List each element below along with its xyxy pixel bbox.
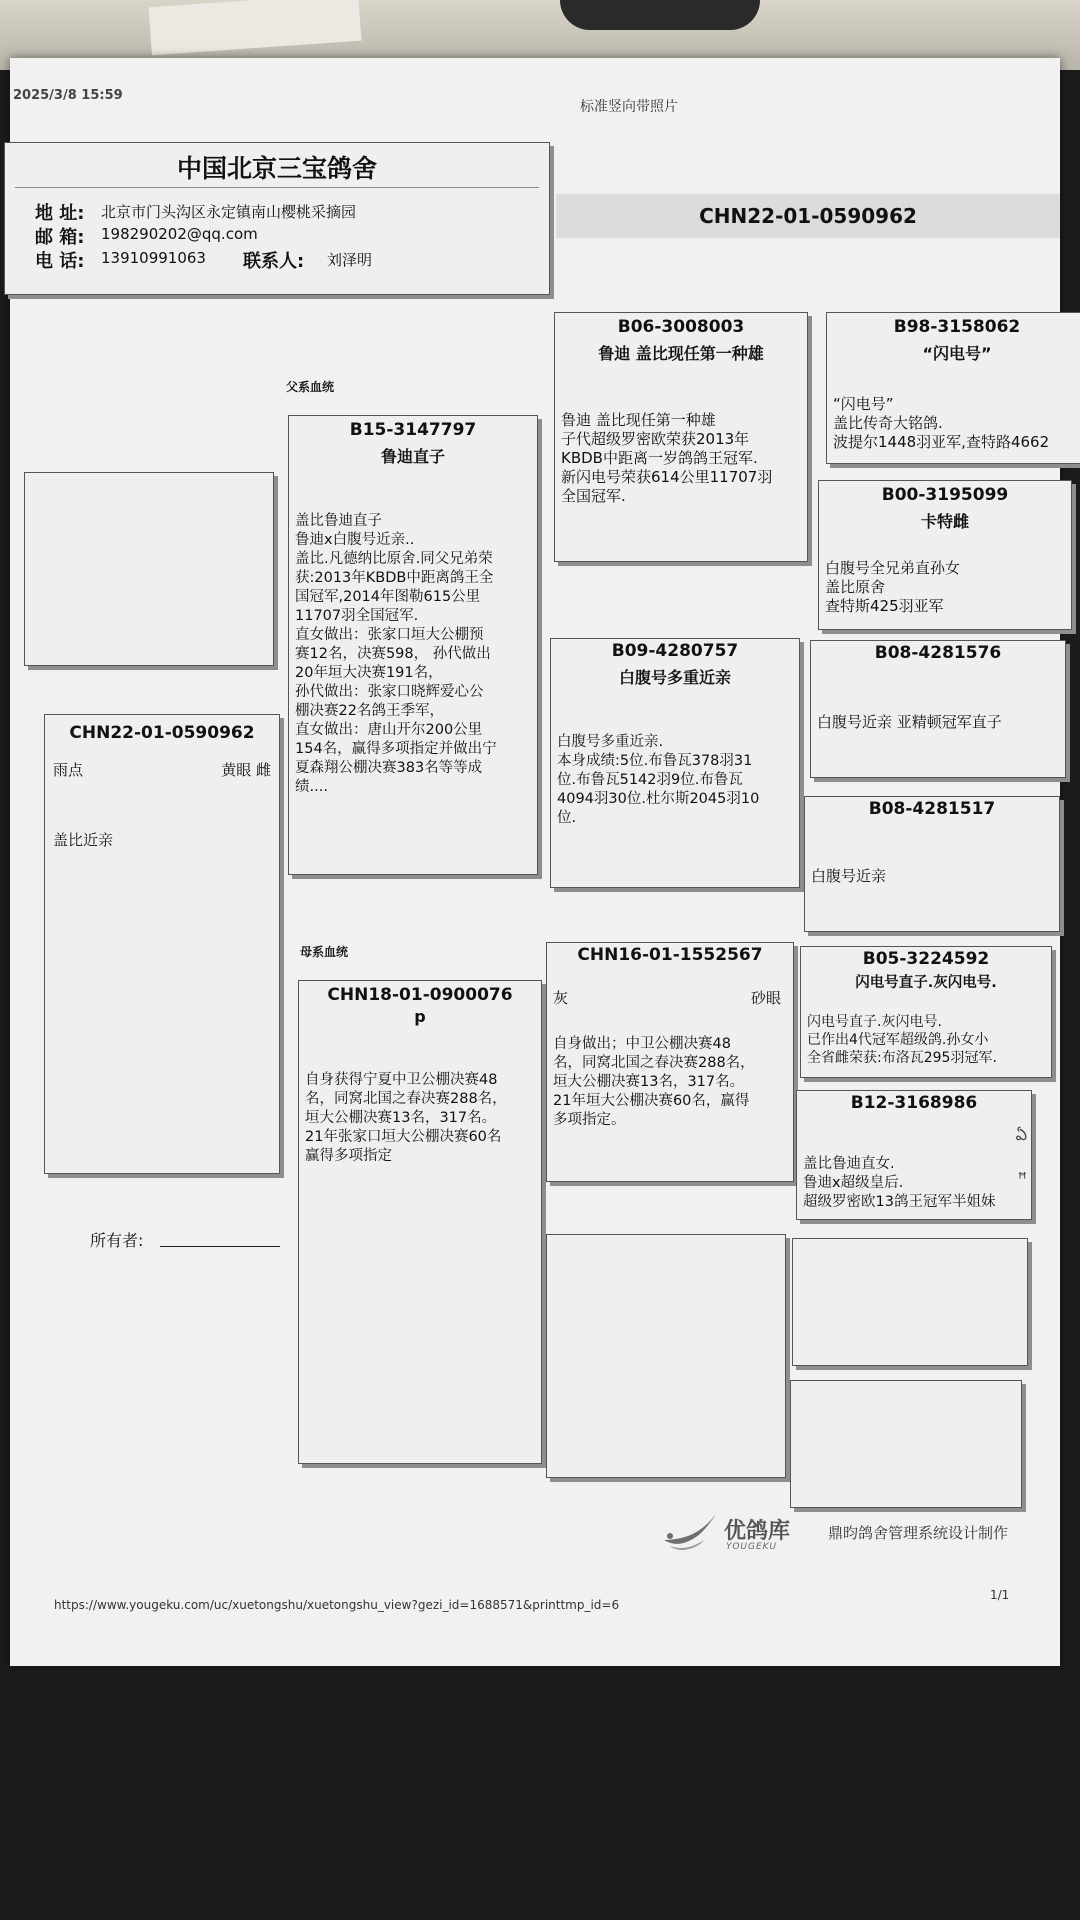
address-value: 北京市门头沟区永定镇南山樱桃采摘园 xyxy=(101,203,357,221)
background-object xyxy=(560,0,760,30)
note-line: 11707羽全国冠军. xyxy=(295,608,419,624)
dss-notes xyxy=(807,1013,1047,1067)
dam-dam-box xyxy=(546,1234,786,1478)
dam-notes xyxy=(305,1071,537,1166)
note-line: 子代超级罗密欧荣获2013年 xyxy=(561,430,750,448)
note-line: 国冠军,2014年图勒615公里 xyxy=(295,589,481,605)
note-line: 盖比.凡德纳比原舍.同父兄弟荣 xyxy=(295,551,493,567)
note-line: 新闪电号荣获614公里11707羽 xyxy=(561,468,773,486)
dam-sire-color: 灰 xyxy=(553,989,569,1007)
brand-name: 优鸽库 xyxy=(724,1519,791,1544)
sds-ring: B08-4281576 xyxy=(874,643,1002,663)
subject-box xyxy=(44,714,280,1174)
sire-dam-ring: B09-4280757 xyxy=(611,641,739,661)
dam-ring: CHN18-01-0900076 xyxy=(327,985,513,1005)
sire-sire-box xyxy=(554,312,808,562)
note-line: 21年垣大公棚决赛60名，赢得 xyxy=(553,1093,750,1109)
note-line: 盖比原舍 xyxy=(825,578,886,596)
note-line: 位.布鲁瓦5142羽9位.布鲁瓦 xyxy=(557,772,743,788)
note-line: 孙代做出：张家口晓辉爱心公 xyxy=(295,684,484,700)
divider xyxy=(15,187,539,188)
note-line: 赢得多项指定 xyxy=(305,1148,392,1164)
note-line: 垣大公棚决赛13名，317名。 xyxy=(553,1074,745,1090)
note-line: 名，同窝北国之春决赛288名， xyxy=(553,1055,755,1071)
note-line: 鲁迪 盖比现任第一种雄 xyxy=(561,411,716,429)
note-line: 位. xyxy=(557,810,577,826)
note-line: 盖比鲁迪直子 xyxy=(295,513,382,529)
ssd-ring: B00-3195099 xyxy=(881,485,1009,505)
note-line: 白腹号近亲 亚精顿冠军直子 xyxy=(817,713,1002,731)
note-line: 本身成绩:5位.布鲁瓦378羽31 xyxy=(557,753,753,769)
dda-box-1 xyxy=(792,1238,1028,1366)
note-line: 全省雌荣获:布洛瓦295羽冠军. xyxy=(807,1050,997,1066)
sss-box xyxy=(826,312,1080,464)
sss-name: “闪电号” xyxy=(922,344,992,363)
dam-name: p xyxy=(414,1007,426,1026)
sdd-notes xyxy=(811,867,1055,886)
dam-section-label: 母系血统 xyxy=(300,945,349,959)
dsd-box xyxy=(796,1090,1032,1220)
note-line: 赛12名，决赛598， 孙代做出 xyxy=(295,646,491,662)
note-line: 直女做出：张家口垣大公棚预 xyxy=(295,627,484,643)
note-line: 4094羽30位.杜尔斯2045羽10 xyxy=(557,791,760,807)
dam-sire-notes xyxy=(553,1035,789,1130)
brand-name-en: YOUGEKU xyxy=(726,1542,778,1552)
sire-name: 鲁迪直子 xyxy=(380,447,445,466)
sire-dam-notes xyxy=(557,733,795,828)
note-line: 直女做出：唐山开尔200公里 xyxy=(295,722,483,738)
main-ring-banner xyxy=(556,194,1060,238)
sire-sire-name: 鲁迪 盖比现任第一种雄 xyxy=(598,344,764,363)
ssd-box xyxy=(818,480,1072,630)
note-line: 白腹号近亲 xyxy=(811,867,887,885)
sdd-box xyxy=(804,796,1060,932)
note-line: 名，同窝北国之春决赛288名， xyxy=(305,1091,507,1107)
note-line: 获:2013年KBDB中距离鸽王全 xyxy=(295,570,494,586)
dss-name: 闪电号直子.灰闪电号. xyxy=(855,975,997,991)
note-line: 垣大公棚决赛13名，317名。 xyxy=(305,1110,497,1126)
loft-info-box xyxy=(4,142,550,295)
note-line: 棚决赛22名鸽王季军， xyxy=(295,703,444,719)
brand-logo-icon xyxy=(660,1510,720,1552)
dam-box xyxy=(298,980,542,1464)
note-line: 鲁迪x超级皇后. xyxy=(803,1175,904,1191)
sire-sire-ring: B06-3008003 xyxy=(617,317,745,337)
note-line: 夏森翔公棚决赛383名等等成 xyxy=(295,760,483,776)
note-line: 超级罗密欧13鸽王冠军半姐妹 xyxy=(803,1194,996,1210)
dsd-ring: B12-3168986 xyxy=(850,1093,978,1113)
sds-box xyxy=(810,640,1066,778)
note-line: 自身获得宁夏中卫公棚决赛48 xyxy=(305,1072,498,1088)
sire-ring: B15-3147797 xyxy=(349,420,477,440)
note-line: 多项指定。 xyxy=(553,1112,626,1128)
document-title: 标准竖向带照片 xyxy=(580,99,678,115)
note-line: 20年垣大决赛191名， xyxy=(295,665,443,681)
subject-color: 雨点 xyxy=(53,761,84,779)
subject-eye-sex: 黄眼 雌 xyxy=(221,761,271,779)
note-line: 全国冠军. xyxy=(561,487,626,505)
pedigree-sheet xyxy=(10,58,1060,1666)
phone-label: 电 话: xyxy=(35,251,85,272)
sdd-ring: B08-4281517 xyxy=(868,799,996,819)
note-line: “闪电号” xyxy=(833,395,894,413)
sire-section-label: 父系血统 xyxy=(286,380,335,394)
dss-box xyxy=(800,946,1052,1078)
subject-ring: CHN22-01-0590962 xyxy=(69,723,255,743)
note-line: 闪电号直子.灰闪电号. xyxy=(807,1014,942,1030)
note-line: 波提尔1448羽亚军,查特路4662 xyxy=(833,433,1050,451)
dam-sire-eye: 砂眼 xyxy=(750,989,781,1007)
owner-signature-line xyxy=(160,1246,280,1247)
main-ring: CHN22-01-0590962 xyxy=(699,204,917,228)
sire-sire-notes xyxy=(561,411,803,506)
ssd-name: 卡特雌 xyxy=(920,512,969,531)
note-line: 自身做出；中卫公棚决赛48 xyxy=(553,1036,731,1052)
sss-notes xyxy=(833,395,1080,452)
sire-dam-name: 白腹号多重近亲 xyxy=(618,668,731,687)
scribble-icon: ꟸ xyxy=(1017,1169,1027,1188)
credit-text: 鼎昀鸽舍管理系统设计制作 xyxy=(828,1524,1009,1542)
note-line: 已作出4代冠军超级鸽.孙女小 xyxy=(807,1032,989,1048)
sss-ring: B98-3158062 xyxy=(893,317,1021,337)
email-label: 邮 箱: xyxy=(35,227,85,248)
photo-placeholder xyxy=(24,472,274,666)
dss-ring: B05-3224592 xyxy=(862,949,990,969)
loft-name: 中国北京三宝鸽舍 xyxy=(176,154,377,183)
note-line: 查特斯425羽亚军 xyxy=(825,597,944,615)
owner-label: 所有者: xyxy=(90,1231,144,1250)
ssd-notes xyxy=(825,559,1067,616)
note-line: 绩.... xyxy=(295,779,328,795)
contact-label: 联系人: xyxy=(243,251,305,272)
dda-box-2 xyxy=(790,1380,1022,1508)
contact-value: 刘泽明 xyxy=(327,251,373,269)
email-value: 198290202@qq.com xyxy=(101,225,258,243)
note-line: 盖比传奇大铭鸽. xyxy=(833,414,943,432)
note-line: 白腹号多重近亲. xyxy=(557,734,664,750)
note-line: 21年张家口垣大公棚决赛60名 xyxy=(305,1129,502,1145)
background-paper xyxy=(149,0,362,55)
note-line: 白腹号全兄弟直孙女 xyxy=(825,559,961,577)
print-date: 2025/3/8 15:59 xyxy=(13,88,123,103)
scribble-icon: ఏ xyxy=(1015,1125,1027,1144)
note-line: 鲁迪x白腹号近亲.. xyxy=(295,532,415,548)
address-label: 地 址: xyxy=(35,203,85,224)
page-url: https://www.yougeku.com/uc/xuetongshu/xuetongshu_view?gezi_id=1688571&printtmp_id=6 xyxy=(54,1598,620,1612)
phone-value: 13910991063 xyxy=(101,249,206,267)
page-number: 1/1 xyxy=(990,1588,1010,1602)
dsd-notes xyxy=(803,1155,1027,1212)
subject-note: 盖比近亲 xyxy=(53,831,114,849)
note-line: 154名，赢得多项指定并做出宁 xyxy=(295,741,497,757)
dam-sire-box xyxy=(546,942,794,1182)
sds-notes xyxy=(817,713,1061,732)
sire-dam-box xyxy=(550,638,800,888)
note-line: KBDB中距离一岁鸽鸽王冠军. xyxy=(561,449,758,467)
sire-box xyxy=(288,415,538,875)
note-line: 盖比鲁迪直女. xyxy=(803,1156,895,1172)
dam-sire-ring: CHN16-01-1552567 xyxy=(577,945,763,965)
sire-notes xyxy=(295,512,533,797)
